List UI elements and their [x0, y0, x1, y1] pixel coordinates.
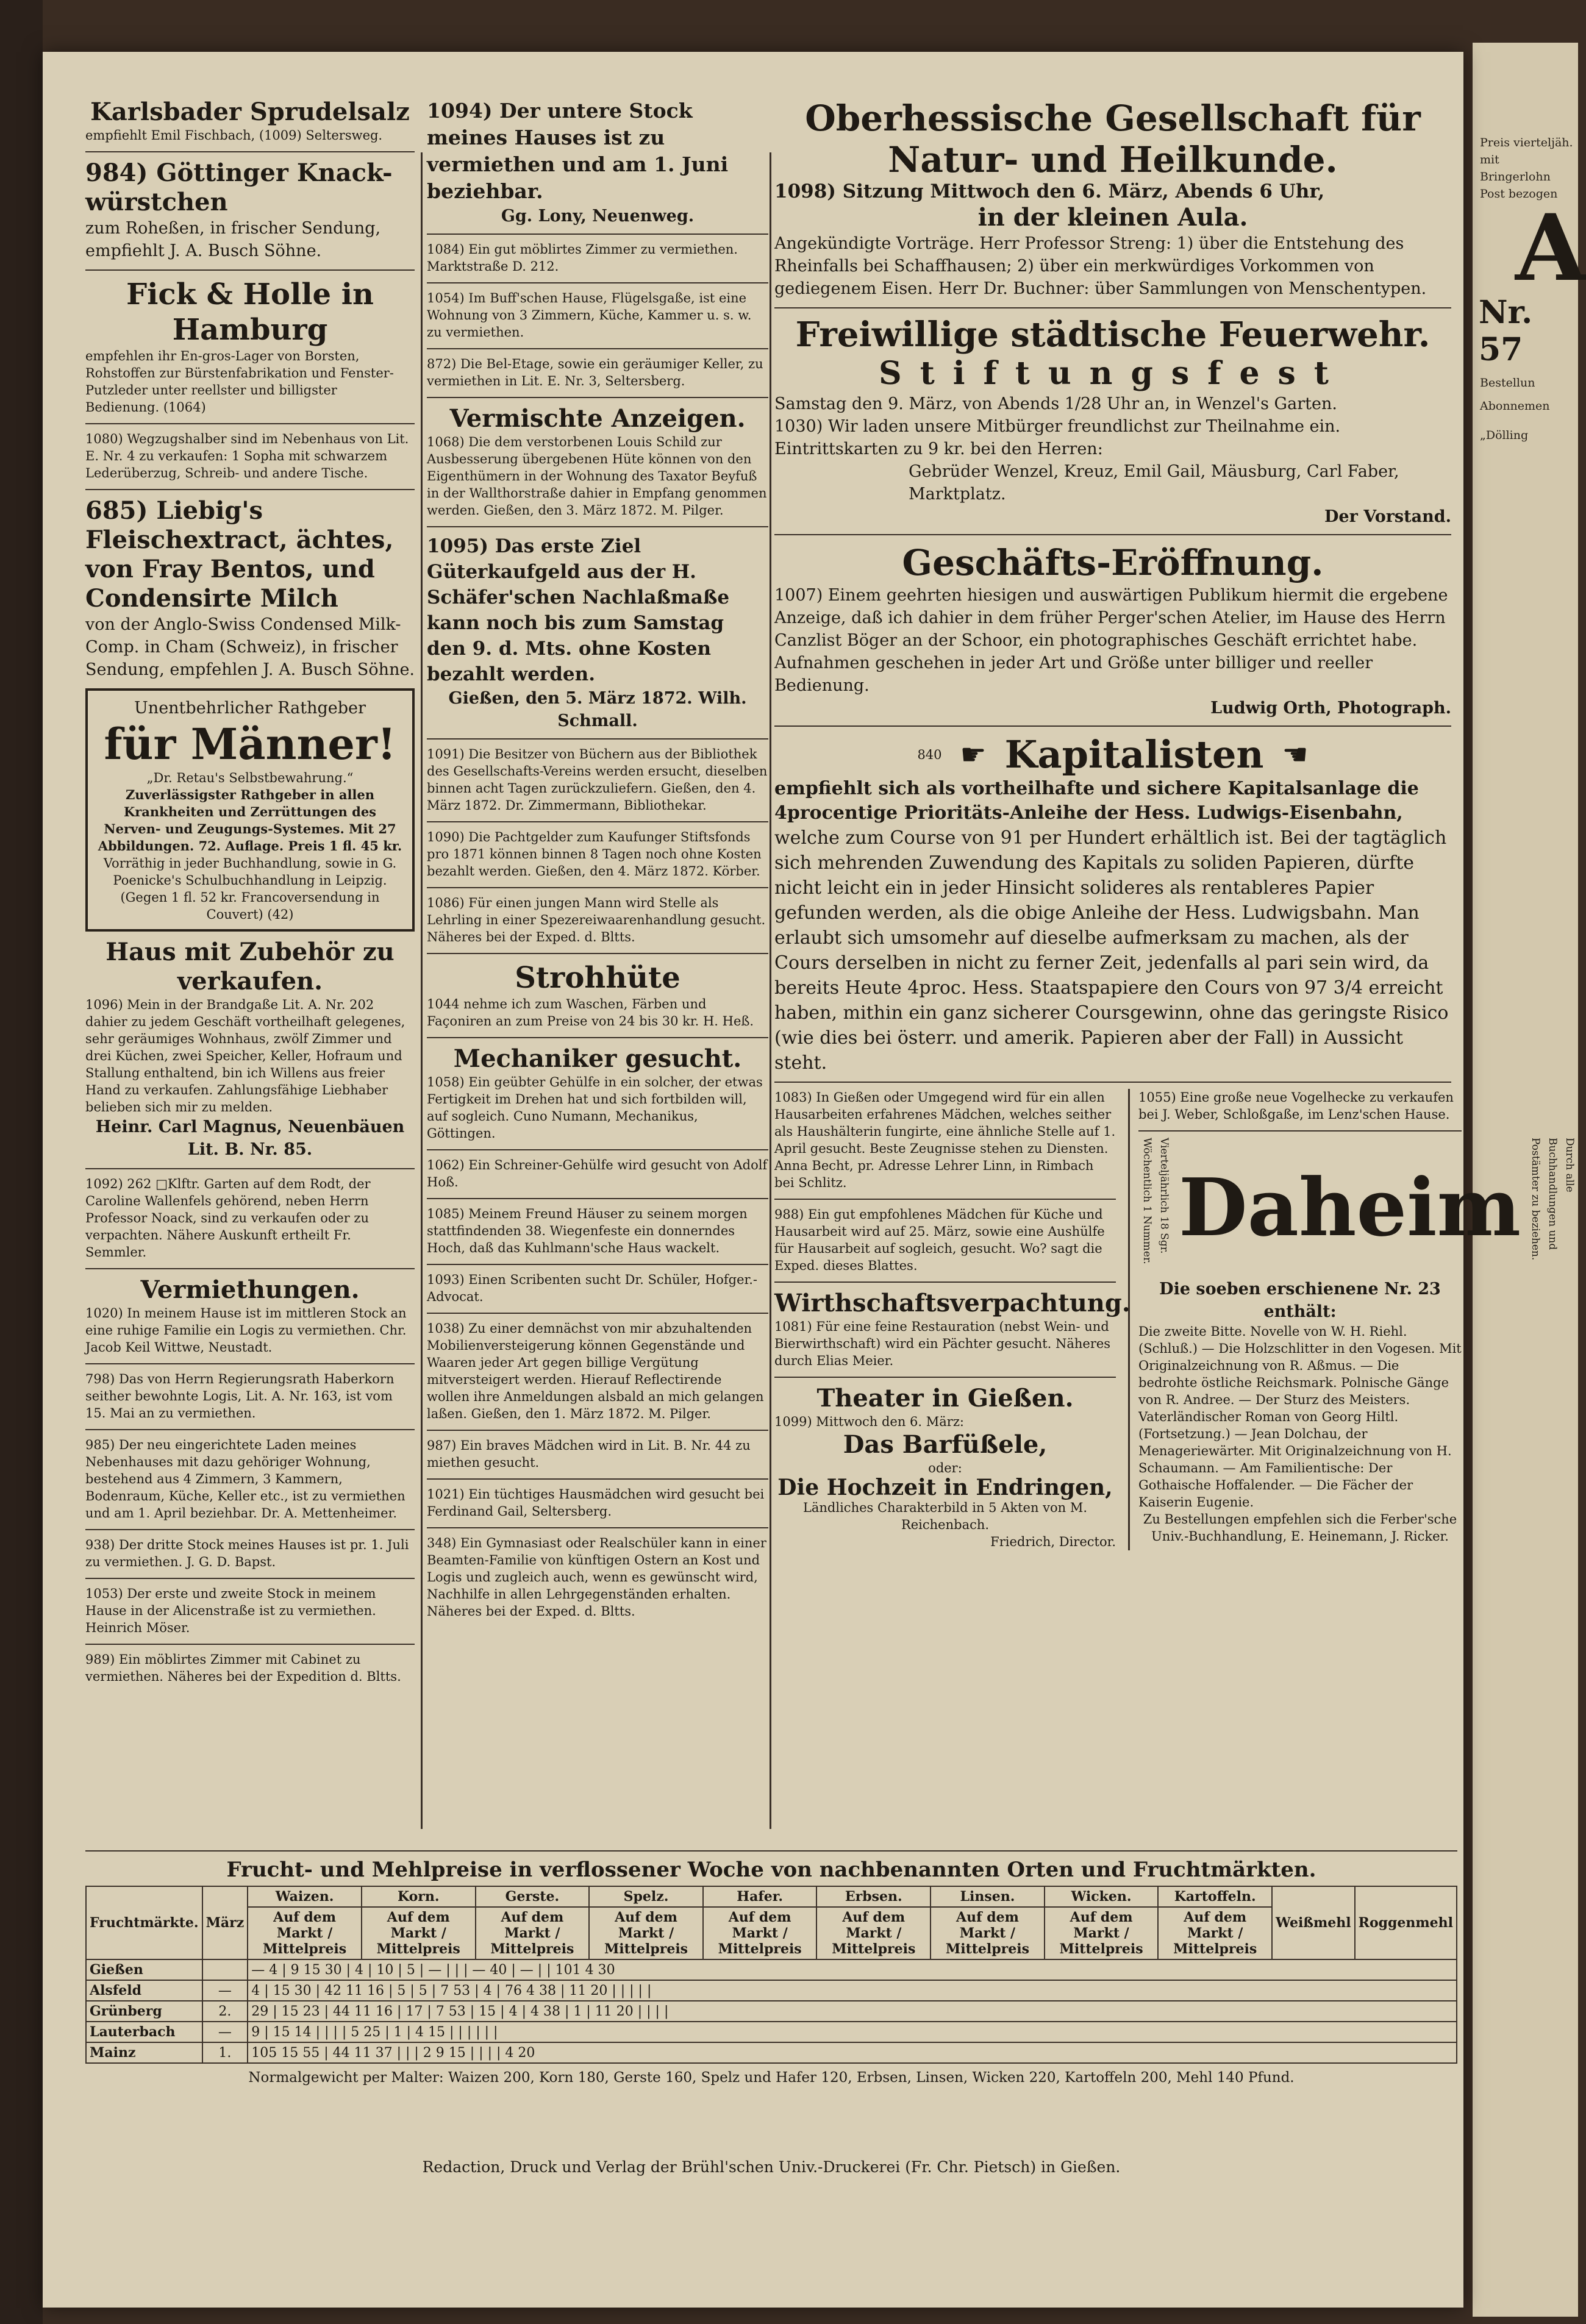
daheim-nr: Die soeben erschienene Nr. 23 enthält: — [1159, 1280, 1441, 1321]
fick-title: Fick & Holle in Hamburg — [126, 277, 374, 347]
col-maerz: März — [202, 1886, 248, 1959]
daheim-title: Daheim — [1179, 1161, 1521, 1254]
geschaeft-sign: Ludwig Orth, Photograph. — [1210, 699, 1451, 718]
box-line3: Vorräthig in jeder Buchhandlung, sowie in G. Poenicke's Schulbuchhandlung in Leipzig. (Gegen 1 fl. 52 kr. Francoversendung in Couvert) (42) — [103, 856, 397, 922]
ad-1054: 1054) Im Buff'schen Hause, Flügelsgaße, ist eine Wohnung von 3 Zimmern, Küche, Kammer u. s. w. zu vermiethen. — [427, 291, 752, 340]
table-row: Gießen — 4 | 9 15 30 | 4 | 10 | 5 | — | | | — 40 | — | | 101 4 30 — [86, 1959, 1457, 1980]
grp-2: Gerste. — [476, 1886, 590, 1907]
grp-0: Waizen. — [248, 1886, 362, 1907]
feuerwehr-sign: Der Vorstand. — [1324, 507, 1451, 526]
column-2 — [427, 98, 768, 1627]
oberhessische-title: Oberhessische Gesellschaft für Natur- und Heilkunde. — [805, 98, 1421, 180]
sprudel-title: Karlsbader Sprudelsalz — [90, 98, 410, 126]
theater-title: Theater in Gießen. — [816, 1384, 1074, 1413]
fick-text: empfehlen ihr En-gros-Lager von Borsten, Rohstoffen zur Bürstenfabrikation und Fenster-Putzleder unter reellster und billigster Bedienung. (1064) — [85, 349, 394, 415]
grp-8: Kartoffeln. — [1158, 1886, 1272, 1907]
column-rule-2 — [770, 152, 771, 1829]
knack-text: zum Roheßen, in frischer Sendung, empfiehlt J. A. Busch Söhne. — [85, 219, 381, 260]
ad-1062: 1062) Ein Schreiner-Gehülfe wird gesucht von Adolf Hoß. — [427, 1158, 768, 1189]
ad-872: 872) Die Bel-Etage, sowie ein geräumiger Keller, zu vermiethen in Lit. E. Nr. 3, Seltersberg. — [427, 357, 763, 388]
adjacent-masthead-letter: A — [1515, 194, 1586, 302]
box-line2: Zuverlässigster Rathgeber in allen Krankheiten und Zerrüttungen des Nerven- und Zeugungs-Systemes. Mit 27 Abbildungen. 72. Auflage. Preis 1 fl. 45 kr. — [98, 787, 402, 854]
table-row: Lauterbach — 9 | 15 14 | | | | 5 25 | 1 | 4 15 | | | | | | — [86, 2022, 1457, 2042]
daheim-sign: Zu Bestellungen empfehlen sich die Ferber'sche Univ.-Buchhandlung, E. Heinemann, J. Ricker. — [1143, 1512, 1457, 1544]
mechaniker-text: 1058) Ein geübter Gehülfe in ein solcher, der etwas Fertigkeit im Drehen hat und sich fortbilden will, auf sogleich. Cuno Numann, Mechanikus, Göttingen. — [427, 1075, 763, 1141]
sub-auf-6: Auf dem Markt / Mittelpreis — [931, 1907, 1045, 1959]
sub-auf-8: Auf dem Markt / Mittelpreis — [1158, 1907, 1272, 1959]
oberhessische-sitzung: 1098) Sitzung Mittwoch den 6. März, Abends 6 Uhr, — [774, 180, 1325, 202]
box-line1: „Dr. Retau's Selbstbewahrung.“ — [146, 771, 354, 785]
ad-1055: 1055) Eine große neue Vogelhecke zu verkaufen bei J. Weber, Schloßgaße, im Lenz'schen Hause. — [1138, 1090, 1454, 1122]
knack-title: 984) Göttinger Knack-würstchen — [85, 159, 393, 216]
theater-oder: oder: — [928, 1461, 962, 1475]
table-row: Grünberg 2. 29 | 15 23 | 44 11 16 | 17 | 7 53 | 15 | 4 | 4 38 | 1 | 11 20 | | | | — [86, 2001, 1457, 2022]
ad-1020: 1020) In meinem Hause ist im mittleren Stock an eine ruhige Familie ein Logis zu vermiethen. Chr. Jacob Keil Wittwe, Neustadt. — [85, 1306, 407, 1355]
kapitalisten-lead: empfiehlt sich als vortheilhafte und sichere Kapitalsanlage die 4procentige Prioritäts-Anleihe der Hess. Ludwigs-Eisenbahn, — [774, 778, 1419, 824]
feuerwehr-names: Gebrüder Wenzel, Kreuz, Emil Gail, Mäusburg, Carl Faber, Marktplatz. — [909, 462, 1399, 504]
table-row: Alsfeld — 4 | 15 30 | 42 11 16 | 5 | 5 | 7 53 | 4 | 76 4 38 | 11 20 | | | | | — [86, 1980, 1457, 2001]
daheim-text: Die zweite Bitte. Novelle von W. H. Riehl. (Schluß.) — Die Holzschlitter in den Vogesen. Mit Originalzeichnung von R. Aßmus. — Die bedrohte östliche Reichsmark. Polnische Gänge von R. Andree. — Der Sturz des Meisters. Vaterländischer Roman von Georg Hiltl. (Fortsetzung.) — Jean Dolchau, der Menageriewärter. Mit Originalzeichnung von H. Schaumann. — Am Familientische: Der Gothaische Hoffalender. — Die Fächer der Kaiserin Eugenie. — [1138, 1324, 1462, 1510]
ad-1021: 1021) Ein tüchtiges Hausmädchen wird gesucht bei Ferdinand Gail, Seltersberg. — [427, 1487, 765, 1519]
box-head: Unentbehrlicher Rathgeber — [134, 699, 366, 718]
feuerwehr-date: Samstag den 9. März, von Abends 1/28 Uhr an, in Wenzel's Garten. — [774, 394, 1337, 413]
wirthschaft-text: 1081) Für eine feine Restauration (nebst Wein- und Bierwirthschaft) wird ein Pächter gesucht. Näheres durch Elias Meier. — [774, 1319, 1111, 1368]
ad-1095-sign: Gießen, den 5. März 1872. Wilh. Schmall. — [448, 689, 747, 730]
ad-1068: 1068) Die dem verstorbenen Louis Schild zur Ausbesserung übergebenen Hüte können von den Eigenthümern in der Wohnung des Taxator Beyfuß in der Wallthorstraße dahier in Empfang genommen werden. Gießen, den 3. März 1872. M. Pilger. — [427, 435, 767, 518]
ad-988: 988) Ein gut empfohlenes Mädchen für Küche und Hausarbeit wird auf 25. März, sowie eine Aushülfe für Hausarbeit auf sogleich, gesucht. Wo? sagt die Exped. dieses Blattes. — [774, 1207, 1105, 1273]
grp-6: Linsen. — [931, 1886, 1045, 1907]
strohhuete-text: 1044 nehme ich zum Waschen, Färben und Façoniren an zum Preise von 24 bis 30 kr. H. Heß. — [427, 997, 754, 1028]
sub-auf-3: Auf dem Markt / Mittelpreis — [589, 1907, 703, 1959]
theater-sign: Friedrich, Director. — [990, 1534, 1116, 1549]
kap-number: 840 — [917, 747, 942, 762]
theater-desc: Ländliches Charakterbild in 5 Akten von M. Reichenbach. — [802, 1500, 1088, 1532]
feuerwehr-title: Freiwillige städtische Feuerwehr. — [795, 315, 1431, 355]
ad-1038: 1038) Zu einer demnächst von mir abzuhaltenden Mobilienversteigerung können Gegenstände und Waaren jeder Art gegen billige Vergütung mitversteigert werden. Hierauf Reflectirende wollen ihre Anmeldungen alsbald an mich gelangen laßen. Gießen, den 1. März 1872. M. Pilger. — [427, 1321, 764, 1421]
geschaeft-title: Geschäfts-Eröffnung. — [902, 542, 1324, 583]
ad-798: 798) Das von Herrn Regierungsrath Haberkorn seither bewohnte Logis, Lit. A. Nr. 163, ist vom 15. Mai an zu vermiethen. — [85, 1372, 395, 1420]
col-market: Fruchtmärkte. — [86, 1886, 202, 1959]
ad-1092: 1092) 262 □Klftr. Garten auf dem Rodt, der Caroline Wallenfels gehörend, neben Herrn Professor Noack, sind zu verkaufen oder zu verpachten. Nähere Auskunft ertheilt Fr. Semmler. — [85, 1177, 371, 1260]
pointing-hand-left-icon: ☛ — [960, 737, 987, 772]
normalgewicht-note: Normalgewicht per Malter: Waizen 200, Korn 180, Gerste 160, Spelz und Hafer 120, Erbsen, Linsen, Wicken 220, Kartoffeln 200, Mehl 140 Pfund. — [248, 2070, 1295, 2086]
ad-1080: 1080) Wegzugshalber sind im Nebenhaus von Lit. E. Nr. 4 zu verkaufen: 1 Sopha mit schwarzem Lederüberzug, Schreib- und andere Tische. — [85, 432, 409, 480]
ad-348: 348) Ein Gymnasiast oder Realschüler kann in einer Beamten-Familie von künftigen Ostern an Kost und Logis und zugleich auch, wenn es gewünscht wird, Nachhilfe in allen Lehrgegenständen erhalten. Näheres bei der Exped. d. Bltts. — [427, 1536, 766, 1619]
strohhuete-title: Strohhüte — [515, 961, 680, 995]
adjacent-doelling: „Dölling — [1480, 429, 1529, 442]
haus-title: Haus mit Zubehör zu verkaufen. — [105, 938, 395, 996]
sub-auf-1: Auf dem Markt / Mittelpreis — [362, 1907, 476, 1959]
ad-1095: 1095) Das erste Ziel Güterkaufgeld aus der H. Schäfer'schen Nachlaßmaße kann noch bis zum Samstag den 9. d. Mts. ohne Kosten bezahlt werden. — [427, 535, 730, 685]
kapitalisten-title: Kapitalisten — [1004, 732, 1264, 777]
box-title: für Männer! — [104, 719, 396, 769]
sub-auf-5: Auf dem Markt / Mittelpreis — [816, 1907, 931, 1959]
column-1 — [85, 98, 415, 1692]
grp-4: Hafer. — [703, 1886, 817, 1907]
ratgeber-box — [85, 688, 415, 932]
sub-auf-2: Auf dem Markt / Mittelpreis — [476, 1907, 590, 1959]
ad-1094-sign: Gg. Lony, Neuenweg. — [501, 207, 695, 226]
grp-7: Wicken. — [1045, 1886, 1159, 1907]
column-rule-1 — [421, 152, 423, 1829]
ad-1091: 1091) Die Besitzer von Büchern aus der Bibliothek des Gesellschafts-Vereins werden ersucht, dieselben binnen acht Tagen zurückzuliefern. Gießen, den 4. März 1872. Dr. Zimmermann, Bibliothekar. — [427, 747, 768, 813]
haus-sign: Heinr. Carl Magnus, Neuenbäuen Lit. B. Nr. 85. — [95, 1117, 405, 1159]
ad-989: 989) Ein möblirtes Zimmer mit Cabinet zu vermiethen. Näheres bei der Expedition d. Bltts. — [85, 1652, 401, 1684]
grp-1: Korn. — [362, 1886, 476, 1907]
theater-date: 1099) Mittwoch den 6. März: — [774, 1414, 964, 1429]
sub-auf-4: Auf dem Markt / Mittelpreis — [703, 1907, 817, 1959]
stiftungsfest: Stiftungsfest — [879, 355, 1347, 392]
wirthschaft-title: Wirthschaftsverpachtung. — [774, 1289, 1131, 1317]
oberhessische-desc: Angekündigte Vorträge. Herr Professor Streng: 1) über die Entstehung des Rheinfalls bei Schaffhausen; 2) über ein merkwürdiges Vorkommen von gediegenem Eisen. Herr Dr. Buchner: über Sammlungen von Menschentypen. — [774, 234, 1427, 298]
fruchtpreise-table — [85, 1886, 1457, 2064]
ad-938: 938) Der dritte Stock meines Hauses ist pr. 1. Juli zu vermiethen. J. G. D. Bapst. — [85, 1538, 409, 1569]
grp-3: Spelz. — [589, 1886, 703, 1907]
adjacent-number: Nr. 57 — [1479, 294, 1533, 368]
col-rogg: Roggenmehl — [1355, 1886, 1457, 1959]
imprint: Redaction, Druck und Verlag der Brühl'schen Univ.-Druckerei (Fr. Chr. Pietsch) in Gießen. — [422, 2158, 1121, 2176]
fruchtpreise-title: Frucht- und Mehlpreise in verflossener Woche von nachbenannten Orten und Fruchtmärkten. — [226, 1858, 1316, 1882]
ad-1084: 1084) Ein gut möblirtes Zimmer zu vermiethen. Marktstraße D. 212. — [427, 242, 738, 274]
liebig-title: 685) Liebig's Fleischextract, ächtes, von Fray Bentos, und Condensirte Milch — [85, 496, 394, 613]
table-row: Mainz 1. 105 15 55 | 44 11 37 | | | 2 9 15 | | | | 4 20 — [86, 2042, 1457, 2063]
haus-text: 1096) Mein in der Brandgaße Lit. A. Nr. 202 dahier zu jedem Geschäft vortheilhaft gelegenes, sehr geräumiges Wohnhaus, zwölf Zimmer und drei Küchen, zwei Speicher, Keller, Hofraum und Stallung enthaltend, bin ich Willens aus freier Hand zu verkaufen. Zahlungsfähige Liebhaber belieben sich mir zu melden. — [85, 997, 405, 1114]
ad-1093: 1093) Einen Scribenten sucht Dr. Schüler, Hofger.-Advocat. — [427, 1272, 758, 1304]
ad-1083: 1083) In Gießen oder Umgegend wird für ein allen Hausarbeiten erfahrenes Mädchen, welches seither als Haushälterin fungirte, eine ähnliche Stelle auf 1. April gesucht. Beste Zeugnisse stehen zu Diensten. Anna Becht, pr. Adresse Lehrer Linn, in Rimbach bei Schlitz. — [774, 1090, 1116, 1190]
ad-1086: 1086) Für einen jungen Mann wird Stelle als Lehrling in einer Spezereiwaarenhandlung gesucht. Näheres bei der Exped. d. Bltts. — [427, 896, 766, 944]
liebig-text: von der Anglo-Swiss Condensed Milk-Comp. in Cham (Schweiz), in frischer Sendung, empfehlen J. A. Busch Söhne. — [85, 615, 415, 679]
daheim-side-left: Vierteljährlich 18 Sgr. Wöchentlich 1 Nummer. — [1141, 1138, 1170, 1264]
kapitalisten-text: welche zum Course von 91 per Hundert erhältlich ist. Bei der tagtäglich sich mehrenden Zuwendung des Kapitals zu soliden Papieren, dürfte nicht leicht ein in jeder Hinsicht solideres als rentableres Papier gefunden werden, als die obige Anleihe der Hess. Ludwigsbahn. Man erlaubt sich umsomehr auf dieselbe aufmerksam zu machen, als der Cours derselben in nicht zu ferner Zeit, jedenfalls al pari sein wird, da bereits Heute 4proc. Hess. Staatspapiere den Cours von 97 3/4 erreicht haben, mithin ein ganz sicherer Coursgewinn, ohne das geringste Risico (wie dies bei österr. und amerik. Papieren aber der Fall) in Aussicht steht. — [774, 827, 1449, 1074]
oberhessische-aula: in der kleinen Aula. — [977, 203, 1248, 232]
sub-auf-7: Auf dem Markt / Mittelpreis — [1045, 1907, 1159, 1959]
vermiethungen-heading: Vermiethungen. — [140, 1275, 360, 1304]
feuerwehr-text: 1030) Wir laden unsere Mitbürger freundlichst zur Theilnahme ein. Eintrittskarten zu 9 kr. bei den Herren: — [774, 417, 1341, 458]
pointing-hand-right-icon: ☚ — [1282, 737, 1309, 772]
ad-1094: 1094) Der untere Stock meines Hauses ist zu vermiethen und am 1. Juni beziehbar. — [427, 99, 729, 203]
daheim-side-right: Durch alle Buchhandlungen und Postämter zu beziehen. — [1529, 1138, 1576, 1261]
adjacent-bestell: Bestellun — [1480, 376, 1535, 390]
fruchtpreise-section — [85, 1844, 1457, 2086]
vermischte-heading: Vermischte Anzeigen. — [449, 404, 746, 433]
book-frame-left — [0, 0, 43, 2324]
mechaniker-title: Mechaniker gesucht. — [453, 1044, 742, 1073]
ad-1090: 1090) Die Pachtgelder zum Kaufunger Stiftsfonds pro 1871 können binnen 8 Tagen noch ohne Kosten bezahlt werden. Gießen, den 4. März 1872. Körber. — [427, 830, 762, 879]
geschaeft-text: 1007) Einem geehrten hiesigen und auswärtigen Publikum hiermit die ergebene Anzeige, daß ich dahier in dem früher Perger'schen Atelier, im Hause des Herrn Canzlist Böger an der Schoor, ein photographisches Geschäft errichtet habe. Aufnahmen geschehen in jeder Art und Größe unter billiger und reeller Bedienung. — [774, 586, 1448, 695]
theater-play: Das Barfüßele, — [843, 1430, 1048, 1459]
col-weiss: Weißmehl — [1272, 1886, 1355, 1959]
ad-987: 987) Ein braves Mädchen wird in Lit. B. Nr. 44 zu miethen gesucht. — [427, 1438, 751, 1470]
adjacent-abonnement: Abonnemen — [1480, 399, 1550, 413]
ad-1053: 1053) Der erste und zweite Stock in meinem Hause in der Alicenstraße ist zu vermiethen. Heinrich Möser. — [85, 1586, 376, 1635]
theater-play2: Die Hochzeit in Endringen, — [777, 1475, 1113, 1500]
ad-985: 985) Der neu eingerichtete Laden meines Nebenhauses mit dazu gehöriger Wohnung, bestehend aus 4 Zimmern, 3 Kammern, Bodenraum, Küche, Keller etc., ist zu vermiethen und am 1. April beziehbar. Dr. A. Mettenheimer. — [85, 1438, 405, 1520]
ad-1085: 1085) Meinem Freund Häuser zu seinem morgen stattfindenden 38. Wiegenfeste ein donnerndes Hoch, daß das Kuhlmann'sche Haus wackelt. — [427, 1207, 748, 1255]
sprudel-text: empfiehlt Emil Fischbach, (1009) Seltersweg. — [85, 128, 383, 143]
grp-5: Erbsen. — [816, 1886, 931, 1907]
sub-auf-0: Auf dem Markt / Mittelpreis — [248, 1907, 362, 1959]
adjacent-price-text: Preis vierteljäh. mit Bringerlohn Post bezogen — [1480, 136, 1573, 201]
